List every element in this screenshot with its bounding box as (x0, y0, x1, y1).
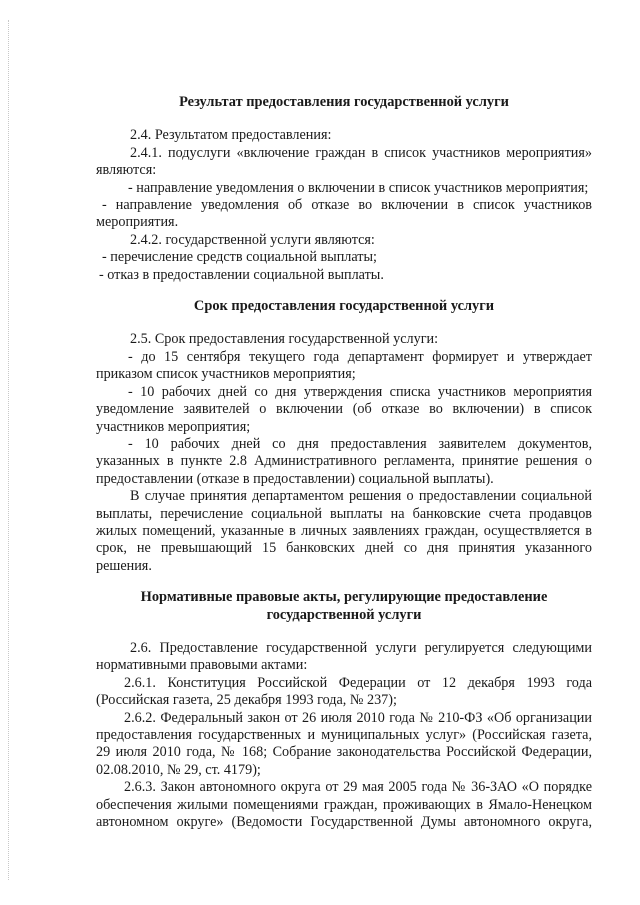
list-item-september-deadline: - до 15 сентября текущего года департамент формирует и утверждает приказом список участников мероприятия; (96, 348, 592, 383)
paragraph-2-6-3: 2.6.3. Закон автономного округа от 29 мая 2005 года № 36-ЗАО «О порядке обеспечения жилыми помещениями граждан, проживающих в Ямало-Ненецком автономном округе» (Ведомости Государственной Думы автономного округа, (96, 779, 592, 831)
scan-edge-mark (8, 20, 10, 880)
paragraph-2-4-2: 2.4.2. государственной услуги являются: (130, 231, 375, 248)
list-item-10-days-documents: - 10 рабочих дней со дня предоставления заявителем документов, указанных в пункте 2.8 Административного регламента, принятие решения о предоставлении (отказе в предоставлении) социальной выплаты). (96, 435, 592, 487)
paragraph-decision-transfer: В случае принятия департаментом решения о предоставлении социальной выплаты, перечисление социальной выплаты на банковские счета продавцов жилых помещений, указанные в личных заявлениях граждан, осуществляется в срок, не превышающий 15 банковских дней со дня принятия указанного решения. (96, 488, 592, 574)
section-title-result: Результат предоставления государственной услуги (179, 94, 509, 110)
section-title-term: Срок предоставления государственной услуги (193, 298, 495, 315)
list-item-notification-refusal: - направление уведомления об отказе во включении в список участников мероприятия. (96, 197, 592, 231)
paragraph-2-4-1: 2.4.1. подуслуги «включение граждан в список участников мероприятия» являются: (96, 144, 592, 179)
list-item-notification-inclusion: - направление уведомления о включении в список участников мероприятия; (128, 179, 589, 196)
list-item-refusal-payment: - отказ в предоставлении социальной выплаты. (99, 266, 384, 283)
section-title-legal-acts-line2: государственной услуги (266, 606, 422, 623)
list-item-10-days-approval: - 10 рабочих дней со дня утверждения списка участников мероприятия уведомление заявителей о включении (об отказе во включении) в список участников мероприятия; (96, 383, 592, 435)
paragraph-2-6-1: 2.6.1. Конституция Российской Федерации от 12 декабря 1993 года (Российская газета, 25 декабря 1993 года, № 237); (96, 674, 592, 709)
paragraph-2-5: 2.5. Срок предоставления государственной услуги: (130, 331, 439, 348)
paragraph-2-6: 2.6. Предоставление государственной услуги регулируется следующими нормативными правовыми актами: (96, 639, 592, 674)
document-body (96, 94, 592, 831)
section-title-legal-acts-line1: Нормативные правовые акты, регулирующие предоставление (140, 589, 548, 606)
paragraph-2-4: 2.4. Результатом предоставления: (130, 127, 332, 144)
section-title-legal-acts (96, 589, 592, 624)
paragraph-2-6-2: 2.6.2. Федеральный закон от 26 июля 2010 года № 210-ФЗ «Об организации предоставления государственных и муниципальных услуг» (Российская газета, 29 июля 2010 года, № 168; Собрание законодательства Российской Федерации, 02.08.2010, № 29, ст. 4179); (96, 709, 592, 778)
list-item-transfer-funds: - перечисление средств социальной выплаты; (102, 249, 377, 266)
